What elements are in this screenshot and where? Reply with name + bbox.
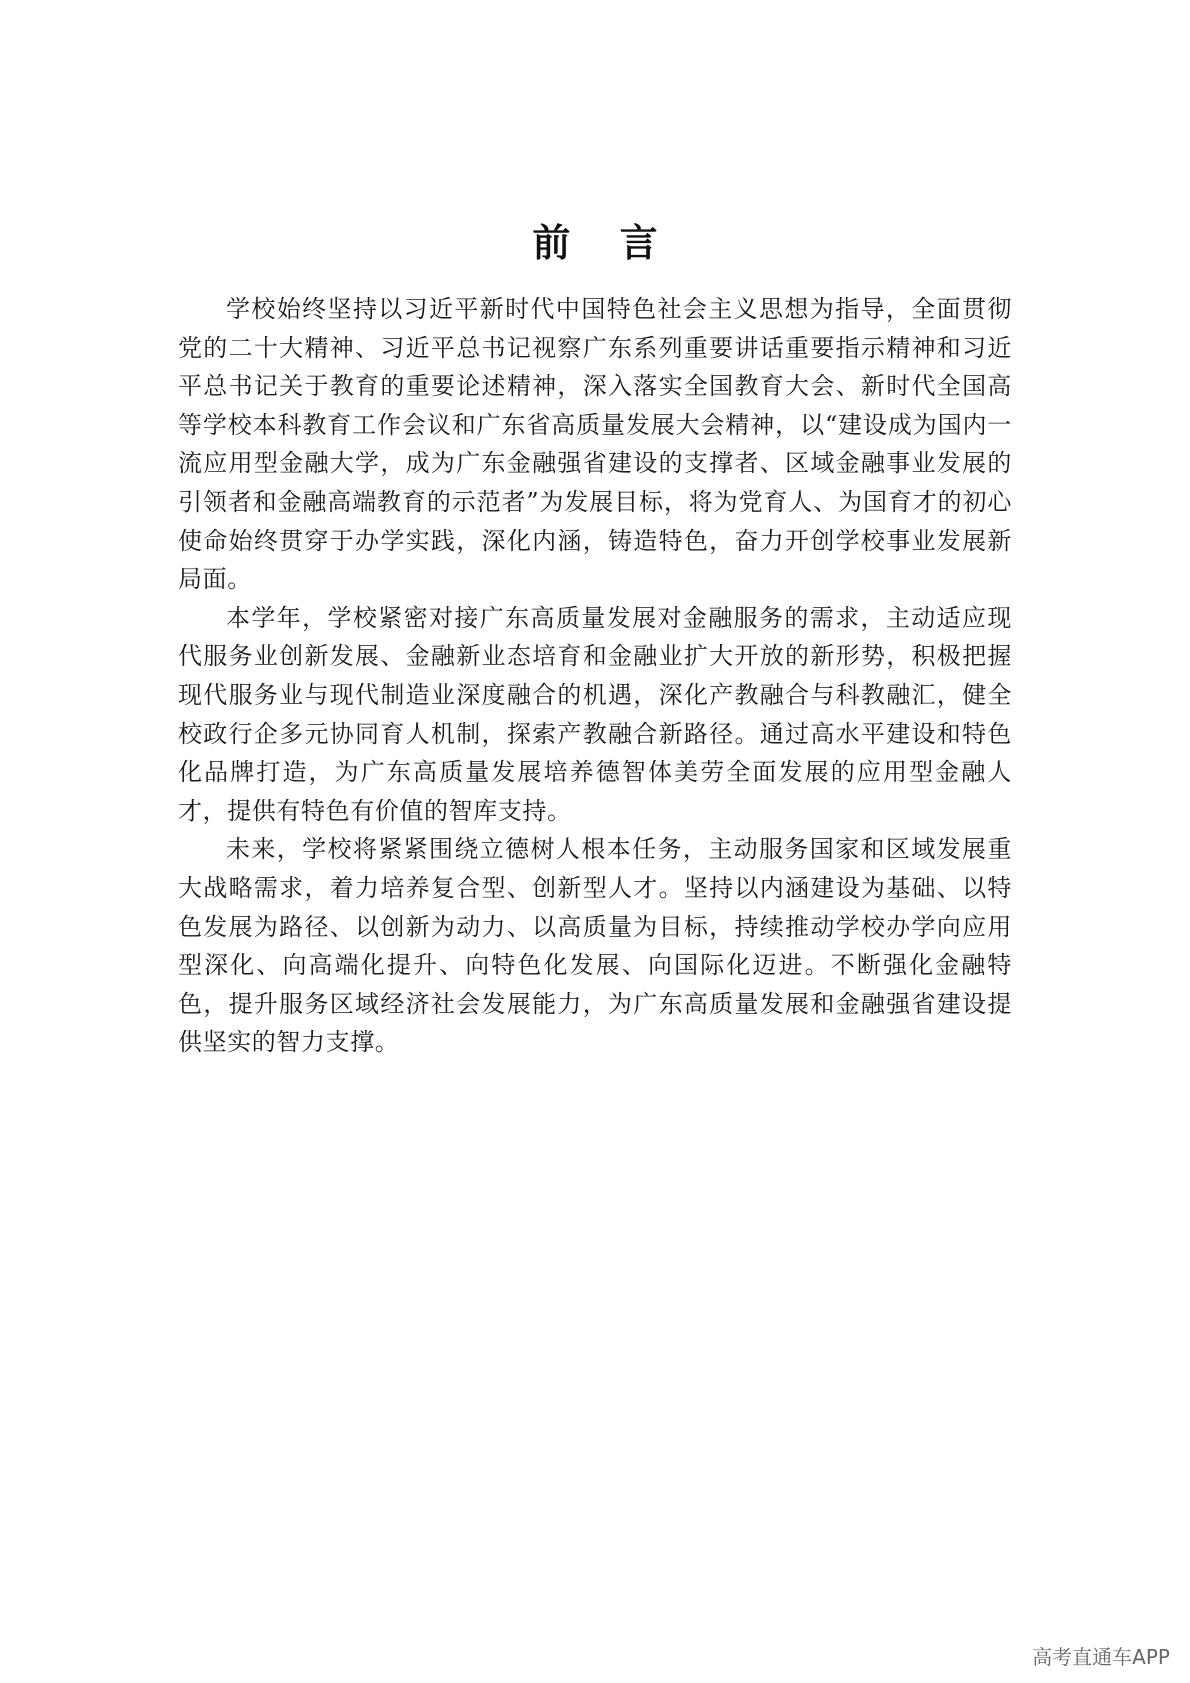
watermark-text: 高考直通车APP: [1032, 1645, 1170, 1669]
paragraph-2: 本学年，学校紧密对接广东高质量发展对金融服务的需求，主动适应现代服务业创新发展、金融新业态培育和金融业扩大开放的新形势，积极把握现代服务业与现代制造业深度融合的机遇，深化产教融合与科教融汇，健全校政行企多元协同育人机制，探索产教融合新路径。通过高水平建设和特色化品牌打造，为广东高质量发展培养德智体美劳全面发展的应用型金融人才，提供有特色有价值的智库支持。: [178, 603, 1012, 825]
paragraph-3: 未来，学校将紧紧围绕立德树人根本任务，主动服务国家和区域发展重大战略需求，着力培养复合型、创新型人才。坚持以内涵建设为基础、以特色发展为路径、以创新为动力、以高质量为目标，持续推动学校办学向应用型深化、向高端化提升、向特色化发展、向国际化迈进。不断强化金融特色，提升服务区域经济社会发展能力，为广东高质量发展和金融强省建设提供坚实的智力支撑。: [178, 835, 1012, 1057]
paragraph-1: 学校始终坚持以习近平新时代中国特色社会主义思想为指导，全面贯彻党的二十大精神、习近平总书记视察广东系列重要讲话重要指示精神和习近平总书记关于教育的重要论述精神，深入落实全国教育大会、新时代全国高等学校本科教育工作会议和广东省高质量发展大会精神，以“建设成为国内一流应用型金融大学，成为广东金融强省建设的支撑者、区域金融事业发展的引领者和金融高端教育的示范者”为发展目标，将为党育人、为国育才的初心使命始终贯穿于办学实践，深化内涵，铸造特色，奋力开创学校事业发展新局面。: [178, 295, 1012, 594]
page-title: 前 言: [532, 221, 676, 266]
preface-body: [178, 290, 1012, 1062]
